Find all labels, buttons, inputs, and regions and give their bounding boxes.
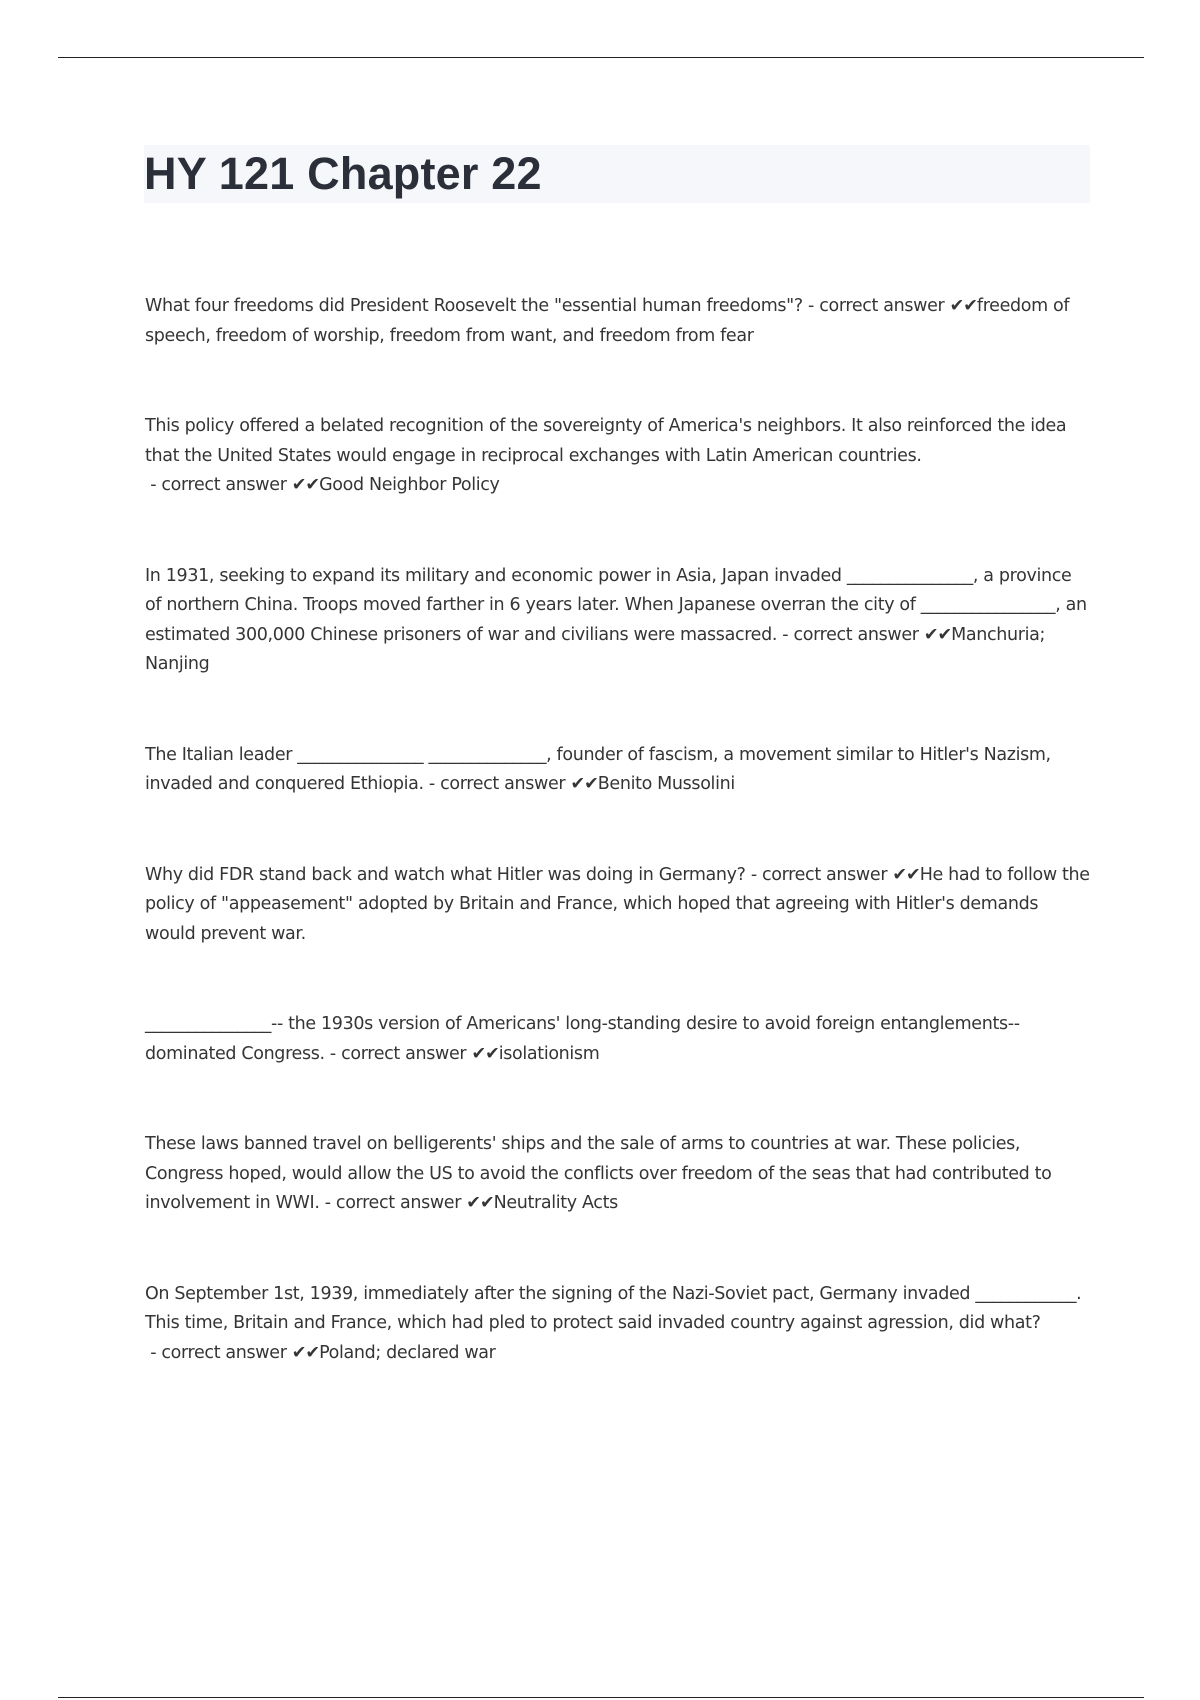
answer-separator: - correct answer bbox=[423, 774, 571, 794]
double-check-icon: ✔✔ bbox=[466, 1193, 494, 1213]
qa-item bbox=[145, 412, 1091, 501]
qa-item bbox=[145, 1010, 1091, 1069]
qa-item bbox=[145, 1280, 1091, 1369]
answer-text: Poland; declared war bbox=[319, 1342, 496, 1363]
double-check-icon: ✔✔ bbox=[291, 475, 320, 495]
qa-item bbox=[145, 562, 1091, 680]
question-text: What four freedoms did President Roosevelt the "essential human freedoms"? bbox=[145, 296, 803, 316]
question-text: _______________-- the 1930s version of Americans' long-standing desire to avoid foreign entanglements--dominated Congress. bbox=[145, 1014, 1020, 1064]
double-check-icon: ✔✔ bbox=[570, 774, 598, 794]
question-text: These laws banned travel on belligerents' ships and the sale of arms to countries at war. These policies, Congress hoped, would allow the US to avoid the conflicts over freedom of the seas that had contributed to involvement in WWI. bbox=[145, 1134, 1052, 1213]
question-text: On September 1st, 1939, immediately after the signing of the Nazi-Soviet pact, Germany invaded ____________. This time, Britain and France, which had pled to protect said invaded country against agression, did what? bbox=[145, 1283, 1082, 1333]
qa-item bbox=[145, 292, 1091, 351]
answer-separator: - correct answer bbox=[319, 1193, 467, 1213]
qa-item bbox=[145, 861, 1091, 950]
answer-text: Neutrality Acts bbox=[493, 1193, 618, 1213]
double-check-icon: ✔✔ bbox=[892, 864, 920, 885]
answer-text: freedom of speech, freedom of worship, freedom from want, and freedom from fear bbox=[145, 296, 1070, 346]
top-rule bbox=[58, 57, 1144, 58]
answer-separator: - correct answer bbox=[777, 624, 924, 645]
title-band bbox=[144, 145, 1090, 203]
qa-item bbox=[145, 741, 1091, 800]
double-check-icon: ✔✔ bbox=[291, 1342, 320, 1363]
page-title: HY 121 Chapter 22 bbox=[144, 148, 542, 199]
answer-separator: - correct answer bbox=[745, 864, 893, 885]
bottom-rule bbox=[58, 1697, 1144, 1698]
answer-text: Good Neighbor Policy bbox=[319, 475, 500, 495]
qa-list bbox=[145, 292, 1091, 1429]
double-check-icon: ✔✔ bbox=[949, 296, 977, 316]
question-text: In 1931, seeking to expand its military and economic power in Asia, Japan invaded _______________, a province of northern China. Troops moved farther in 6 years later. When Japanese overran the city of ________________, an estimated 300,000 Chinese prisoners of war and civilians were massacred. bbox=[145, 565, 1087, 645]
answer-separator: - correct answer bbox=[145, 1342, 292, 1363]
qa-item bbox=[145, 1130, 1091, 1219]
answer-text: Benito Mussolini bbox=[597, 774, 735, 794]
question-text: The Italian leader _______________ ______________, founder of fascism, a movement similar to Hitler's Nazism, invaded and conquered Ethiopia. bbox=[145, 744, 1051, 794]
answer-text: isolationism bbox=[498, 1043, 600, 1064]
double-check-icon: ✔✔ bbox=[923, 624, 952, 645]
answer-text: Manchuria; Nanjing bbox=[145, 624, 1046, 674]
answer-separator: - correct answer bbox=[145, 475, 292, 495]
double-check-icon: ✔✔ bbox=[471, 1043, 499, 1064]
answer-separator: - correct answer bbox=[802, 296, 950, 316]
question-text: Why did FDR stand back and watch what Hitler was doing in Germany? bbox=[145, 864, 746, 885]
answer-separator: - correct answer bbox=[324, 1043, 472, 1064]
answer-text: He had to follow the policy of "appeasement" adopted by Britain and France, which hoped that agreeing with Hitler's demands would prevent war. bbox=[145, 864, 1090, 944]
question-text: This policy offered a belated recognition of the sovereignty of America's neighbors. It also reinforced the idea that the United States would engage in reciprocal exchanges with Latin American countries. bbox=[145, 416, 1067, 466]
